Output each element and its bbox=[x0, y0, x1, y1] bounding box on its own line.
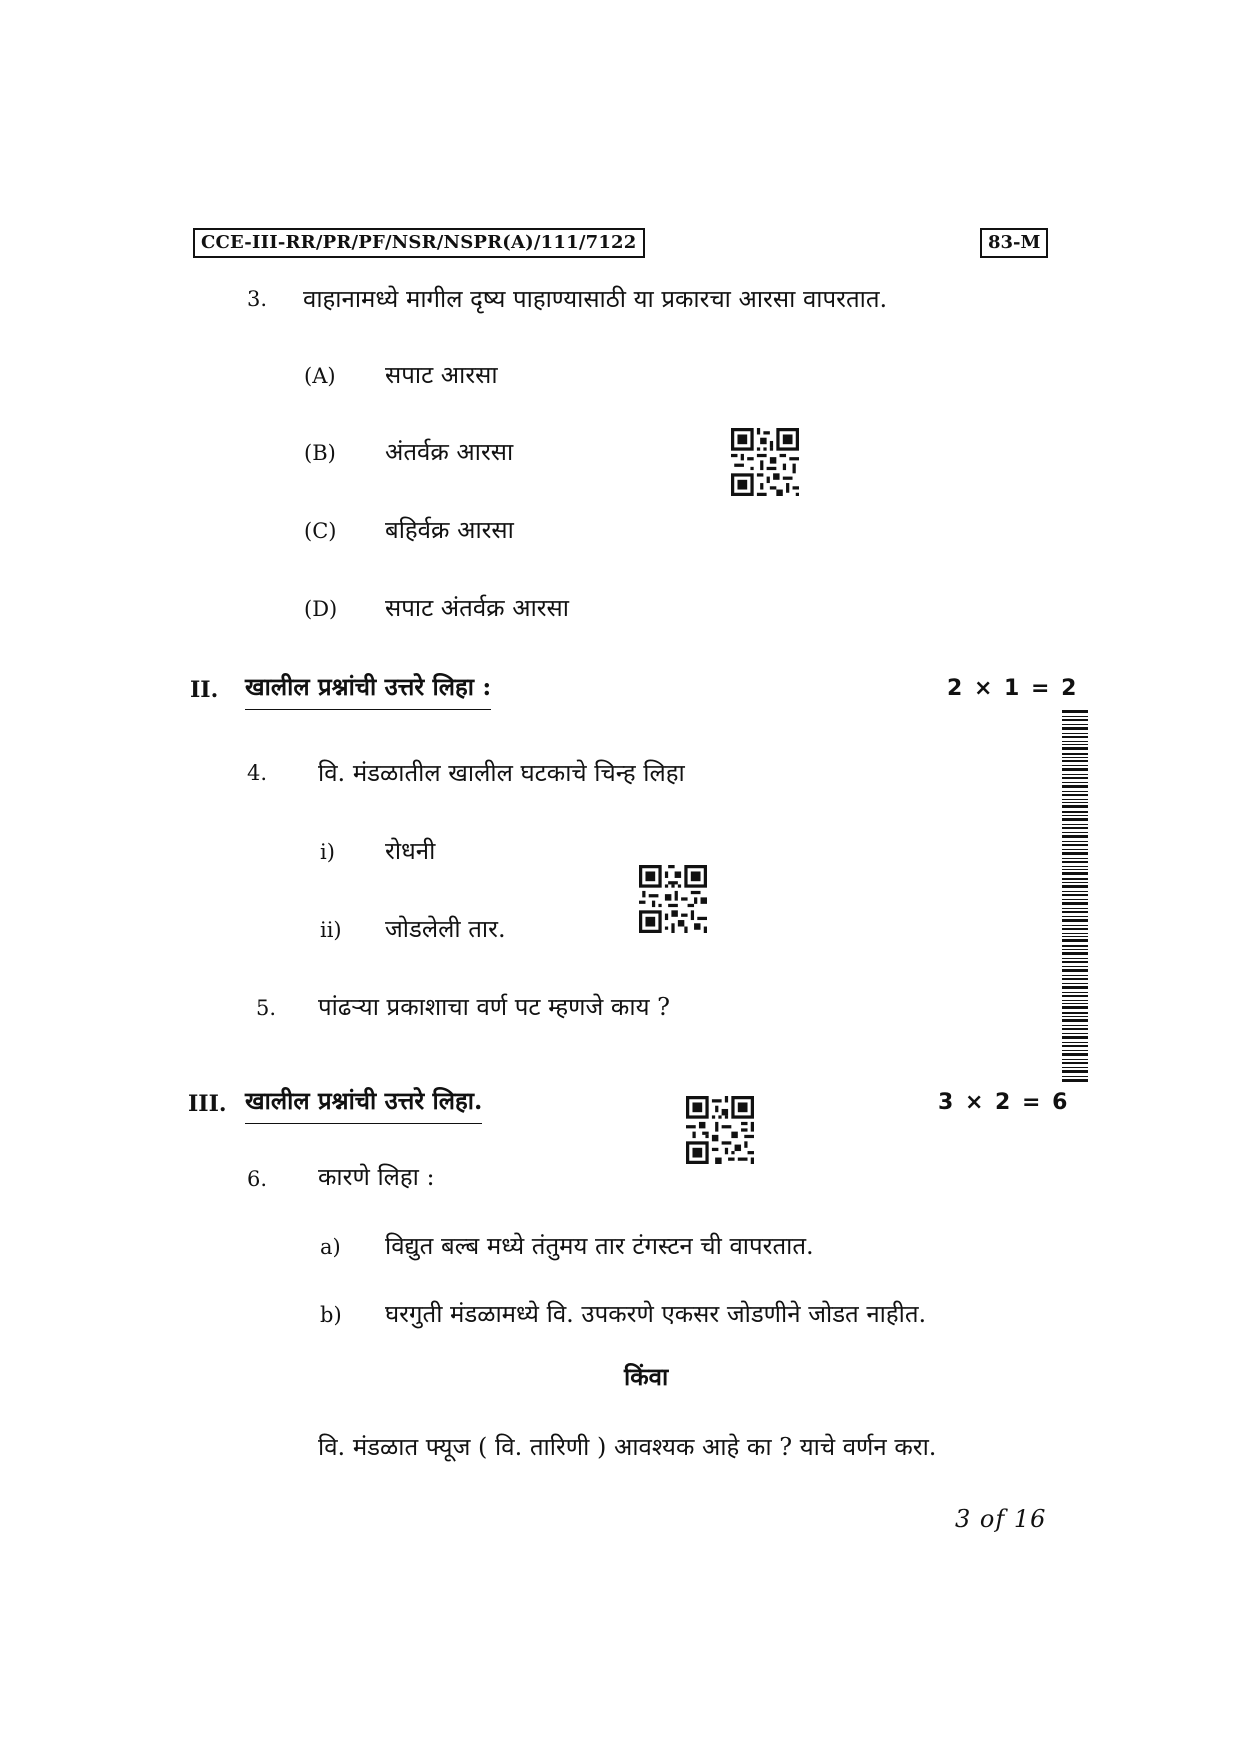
item-a-text: विद्युत बल्ब मध्ये तंतुमय तार टंगस्टन ची वापरतात. bbox=[385, 1232, 814, 1260]
item-i-text: रोधनी bbox=[385, 837, 436, 865]
question-3-text: वाहानामध्ये मागील दृष्य पाहाण्यासाठी या प्रकारचा आरसा वापरतात. bbox=[303, 285, 888, 313]
qr-code-icon bbox=[686, 1096, 754, 1164]
question-4-number: 4. bbox=[247, 761, 268, 785]
barcode-icon bbox=[1062, 710, 1088, 1082]
item-b-text: घरगुती मंडळामध्ये वि. उपकरणे एकसर जोडणीने जोडत नाहीत. bbox=[385, 1300, 927, 1328]
section-2-marks: 2 × 1 = 2 bbox=[947, 676, 1079, 701]
section-2-title: खालील प्रश्नांची उत्तरे लिहा : bbox=[245, 670, 491, 710]
question-6-number: 6. bbox=[247, 1167, 268, 1191]
section-3-title: खालील प्रश्नांची उत्तरे लिहा. bbox=[245, 1084, 482, 1124]
qr-code-icon bbox=[639, 865, 707, 933]
item-a-label: a) bbox=[320, 1235, 341, 1259]
qr-code-icon bbox=[731, 428, 799, 496]
section-3-marks: 3 × 2 = 6 bbox=[938, 1090, 1070, 1115]
subject-code: 83-M bbox=[980, 228, 1048, 258]
option-b-label: (B) bbox=[304, 441, 336, 465]
paper-code: CCE-III-RR/PR/PF/NSR/NSPR(A)/111/7122 bbox=[193, 228, 645, 258]
section-2-roman: II. bbox=[190, 677, 219, 703]
option-c-text: बहिर्वक्र आरसा bbox=[385, 516, 514, 544]
question-4-text: वि. मंडळातील खालील घटकाचे चिन्ह लिहा bbox=[318, 759, 685, 787]
item-b-label: b) bbox=[320, 1303, 342, 1327]
option-a-label: (A) bbox=[304, 364, 336, 388]
option-c-label: (C) bbox=[304, 519, 337, 543]
section-3-roman: III. bbox=[188, 1091, 227, 1117]
item-ii-text: जोडलेली तार. bbox=[385, 915, 506, 943]
item-ii-label: ii) bbox=[320, 918, 342, 942]
question-5-number: 5. bbox=[256, 996, 277, 1020]
item-i-label: i) bbox=[320, 840, 335, 864]
page-number: 3 of 16 bbox=[955, 1505, 1047, 1533]
option-b-text: अंतर्वक्र आरसा bbox=[385, 438, 514, 466]
option-a-text: सपाट आरसा bbox=[385, 361, 498, 389]
option-d-text: सपाट अंतर्वक्र आरसा bbox=[385, 594, 570, 622]
or-label: किंवा bbox=[624, 1362, 669, 1391]
question-5-text: पांढऱ्या प्रकाशाचा वर्ण पट म्हणजे काय ? bbox=[318, 993, 670, 1021]
question-6-text: कारणे लिहा : bbox=[318, 1163, 435, 1191]
question-3-number: 3. bbox=[247, 287, 268, 311]
option-d-label: (D) bbox=[304, 597, 338, 621]
alternative-question-text: वि. मंडळात फ्यूज ( वि. तारिणी ) आवश्यक आहे का ? याचे वर्णन करा. bbox=[318, 1433, 937, 1461]
